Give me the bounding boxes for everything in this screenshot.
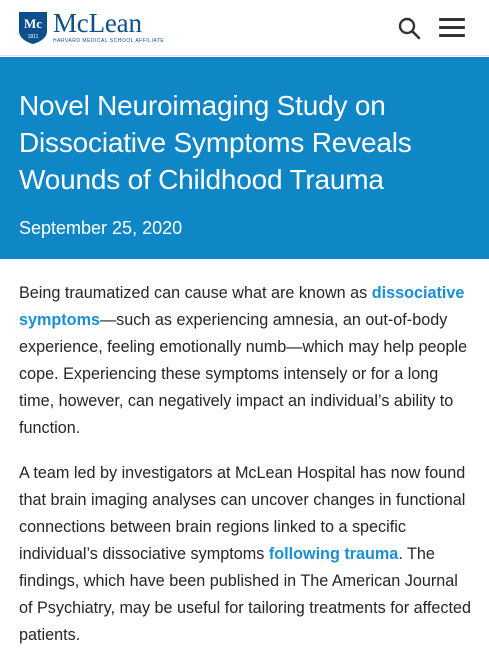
article-title: Novel Neuroimaging Study on Dissociative Symptoms Reveals Wounds of Childhood Trauma xyxy=(19,90,412,195)
logo-year: 1811 xyxy=(27,34,39,40)
logo-name: McLean xyxy=(53,8,142,38)
following-trauma-link[interactable]: following trauma xyxy=(268,545,399,563)
logo-text xyxy=(53,8,165,44)
mclean-shield-icon xyxy=(18,11,48,45)
paragraph-2-text-end: . The findings, which have been published in The American Journal of Psychiatry, may be useful for tailoring treatments for affected patients. xyxy=(19,545,471,644)
paragraph-2 xyxy=(19,460,474,649)
site-header xyxy=(0,0,489,56)
menu-button[interactable] xyxy=(439,17,467,39)
article-body xyxy=(19,280,474,667)
mclean-logo[interactable] xyxy=(18,8,165,45)
article-date: September 25, 2020 xyxy=(19,218,183,238)
hamburger-menu-icon xyxy=(439,18,465,21)
paragraph-1 xyxy=(19,280,474,442)
dissociative-symptoms-link[interactable]: dissociative symptoms xyxy=(19,284,465,329)
search-button[interactable] xyxy=(397,16,423,42)
logo-tagline: HARVARD MEDICAL SCHOOL AFFILIATE xyxy=(53,38,165,44)
article-hero xyxy=(0,57,489,259)
paragraph-2-text-start: A team led by investigators at McLean Hospital has now found that brain imaging analyses can uncover changes in functional connections between brain regions linked to a specific individual’s dissociative symptoms xyxy=(19,464,466,563)
search-icon xyxy=(397,16,423,42)
paragraph-1-text-start: Being traumatized can cause what are known as xyxy=(19,284,372,302)
paragraph-1-text-end: —such as experiencing amnesia, an out-of-body experience, feeling emotionally numb—which may help people cope. Experiencing these symptoms intensely or for a long time, however, can negatively impact an individual’s ability to function. xyxy=(19,311,468,437)
svg-text:Mc: Mc xyxy=(23,16,43,31)
